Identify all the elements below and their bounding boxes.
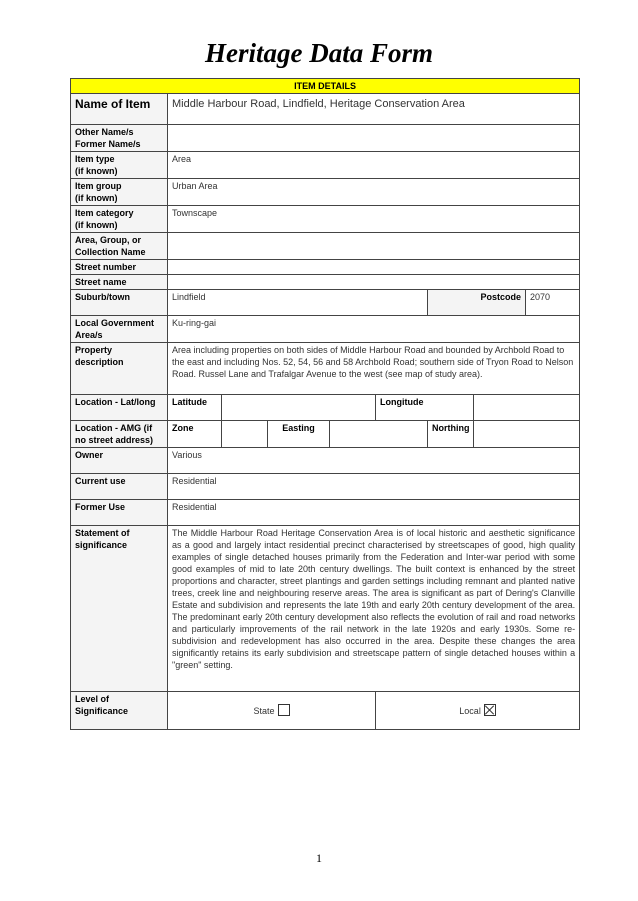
latitude-value[interactable] bbox=[222, 395, 376, 421]
street-number-label: Street number bbox=[71, 260, 168, 275]
zone-value[interactable] bbox=[222, 421, 268, 448]
item-details-table bbox=[70, 78, 580, 730]
item-category-value[interactable]: Townscape bbox=[168, 206, 580, 233]
state-option bbox=[168, 692, 376, 730]
section-header: ITEM DETAILS bbox=[71, 79, 580, 94]
street-name-label: Street name bbox=[71, 275, 168, 290]
latitude-label: Latitude bbox=[168, 395, 222, 421]
statement-of-significance-value[interactable]: The Middle Harbour Road Heritage Conservation Area is of local historic and aesthetic significance as a good and largely intact residential precinct characterised by streetscapes of good, high quality examples of single detached houses primarily from the Federation and Inter-war period with some good examples of mid to late 20th century dwellings. The built context is enhanced by the street proportions and character, street plantings and garden settings including remnant and planted native trees, creek line and neighbouring reserve areas. The area is significant as part of Dering's Clanville Estate and subdivision and represents the late 19th and early 20th century development of the area. The predominant early 20th century development also reflects the evolution of rail and road networks and particularly improvements of the rail network in the late 1920s and early 1930s. Some re-subdivision and redevelopment has also occurred in the area. Despite these changes the area significantly retains its early subdivision and streetscape pattern of single detached houses within a "green" setting. bbox=[168, 526, 580, 692]
property-description-label: Property description bbox=[71, 343, 168, 395]
other-name-value[interactable] bbox=[168, 125, 580, 152]
current-use-label: Current use bbox=[71, 474, 168, 500]
statement-of-significance-label: Statement of significance bbox=[71, 526, 168, 692]
other-name-label: Other Name/s Former Name/s bbox=[71, 125, 168, 152]
street-name-value[interactable] bbox=[168, 275, 580, 290]
suburb-label: Suburb/town bbox=[71, 290, 168, 316]
current-use-value[interactable]: Residential bbox=[168, 474, 580, 500]
former-use-value[interactable]: Residential bbox=[168, 500, 580, 526]
level-of-significance-label: Level of Significance bbox=[71, 692, 168, 730]
name-of-item-value[interactable]: Middle Harbour Road, Lindfield, Heritage Conservation Area bbox=[168, 94, 580, 125]
local-checkbox[interactable] bbox=[484, 704, 496, 716]
state-checkbox[interactable] bbox=[278, 704, 290, 716]
location-amg-label: Location - AMG (if no street address) bbox=[71, 421, 168, 448]
area-group-label: Area, Group, or Collection Name bbox=[71, 233, 168, 260]
name-of-item-label: Name of Item bbox=[71, 94, 168, 125]
northing-label: Northing bbox=[428, 421, 474, 448]
page-number: 1 bbox=[316, 851, 322, 865]
property-description-value[interactable]: Area including properties on both sides of Middle Harbour Road and bounded by Archbold Road to the east and including Nos. 52, 54, 56 and 58 Archbold Road; southern side of Tryon Road to Nelson Road. Russel Lane and Trafalgar Avenue to the west (see map of study area). bbox=[168, 343, 580, 395]
owner-value[interactable]: Various bbox=[168, 448, 580, 474]
item-type-value[interactable]: Area bbox=[168, 152, 580, 179]
zone-label: Zone bbox=[168, 421, 222, 448]
item-group-value[interactable]: Urban Area bbox=[168, 179, 580, 206]
postcode-label: Postcode bbox=[428, 290, 526, 316]
northing-value[interactable] bbox=[474, 421, 580, 448]
item-type-label: Item type (if known) bbox=[71, 152, 168, 179]
street-number-value[interactable] bbox=[168, 260, 580, 275]
state-label: State bbox=[253, 706, 275, 716]
longitude-label: Longitude bbox=[376, 395, 474, 421]
item-group-label: Item group (if known) bbox=[71, 179, 168, 206]
owner-label: Owner bbox=[71, 448, 168, 474]
former-use-label: Former Use bbox=[71, 500, 168, 526]
area-group-value[interactable] bbox=[168, 233, 580, 260]
easting-value[interactable] bbox=[330, 421, 428, 448]
location-latlong-label: Location - Lat/long bbox=[71, 395, 168, 421]
item-category-label: Item category (if known) bbox=[71, 206, 168, 233]
easting-label: Easting bbox=[268, 421, 330, 448]
local-label: Local bbox=[459, 706, 481, 716]
local-government-value[interactable]: Ku-ring-gai bbox=[168, 316, 580, 343]
local-government-label: Local Government Area/s bbox=[71, 316, 168, 343]
postcode-value[interactable]: 2070 bbox=[526, 290, 580, 316]
form-title: Heritage Data Form bbox=[205, 38, 433, 68]
longitude-value[interactable] bbox=[474, 395, 580, 421]
local-option bbox=[376, 692, 580, 730]
suburb-value[interactable]: Lindfield bbox=[168, 290, 428, 316]
